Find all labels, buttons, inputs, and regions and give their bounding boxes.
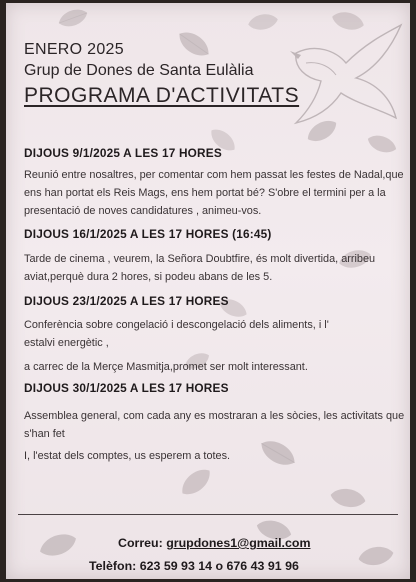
contact-email	[118, 536, 310, 550]
email-link[interactable]: grupdones1@gmail.com	[166, 536, 311, 550]
activity-date-heading: DIJOUS 30/1/2025 A LES 17 HORES	[24, 381, 229, 395]
activity-description: I, l'estat dels comptes, us esperem a totes.	[24, 450, 231, 462]
month-heading: ENERO 2025	[24, 41, 124, 58]
activity-date-heading: DIJOUS 23/1/2025 A LES 17 HORES	[24, 294, 229, 308]
leaf-icon	[53, 3, 92, 34]
leaf-icon	[354, 540, 398, 573]
activity-description: Conferència sobre congelació i descongelació dels aliments, i l' estalvi energètic ,	[24, 319, 329, 349]
footer-divider	[18, 514, 398, 515]
contact-phone	[89, 559, 299, 573]
flyer-sheet	[6, 3, 410, 579]
activity-description: a carrec de la Merçe Masmitja,promet ser molt interessant.	[24, 361, 308, 373]
activity-description: Tarde de cinema , veurem, la Señora Doubtfire, és molt divertida, arribeu aviat,perquè dura 2 hores, si podeu abans de les 5.	[24, 253, 376, 283]
activity-date-heading: DIJOUS 16/1/2025 A LES 17 HORES (16:45)	[24, 227, 272, 241]
page-title: PROGRAMA D'ACTIVITATS	[24, 84, 300, 107]
leaf-icon	[326, 482, 370, 515]
email-label: Correu:	[118, 536, 163, 550]
group-name: Grup de Dones de Santa Eulàlia	[24, 62, 254, 79]
activity-date-heading: DIJOUS 9/1/2025 A LES 17 HORES	[24, 146, 222, 160]
phone-number: 623 59 93 14 o 676 43 91 96	[139, 559, 299, 573]
leaf-icon	[172, 459, 219, 505]
activity-description: Reunió entre nosaltres, per comentar com hem passat les festes de Nadal,que ens han portat els Reis Mags, ens hem portat bé? S'obre el termini per a la presentació de noves candidatures , animeu-vos.	[24, 169, 404, 217]
activity-description: Assemblea general, com cada any es mostraran a les sòcies, les activitats que s'han fet	[24, 410, 405, 440]
phone-label: Telèfon:	[89, 559, 137, 573]
leaf-icon	[33, 524, 84, 565]
leaf-icon	[170, 22, 218, 66]
